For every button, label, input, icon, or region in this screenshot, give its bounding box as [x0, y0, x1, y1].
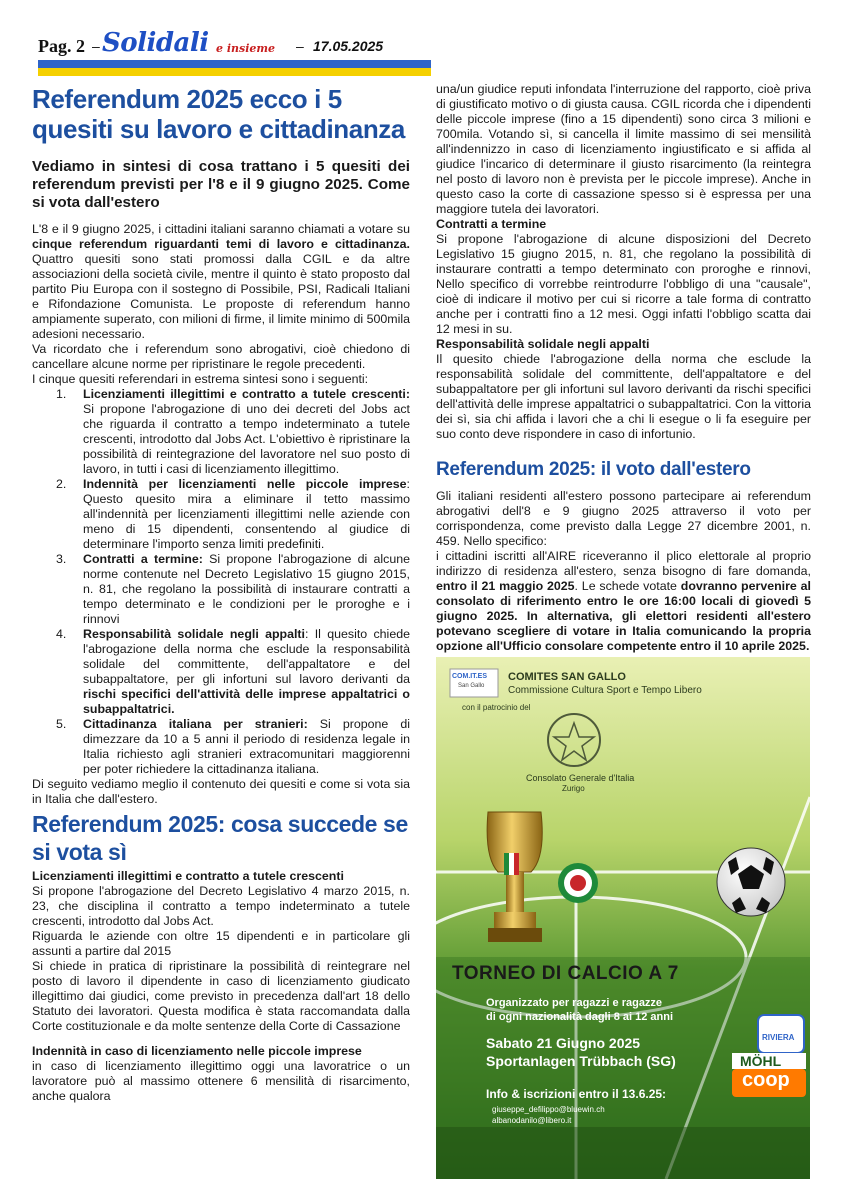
poster-text-layer — [436, 657, 810, 1179]
poster-email-2: albanodanilo@libero.it — [492, 1116, 572, 1125]
item-text: Si propone di dimezzare da 10 a 5 anni il periodo di residenza legale in Italia richiesto agli stranieri extracomunitari maggiorenni per poter richiedere la cittadinanza italiana. — [83, 717, 410, 776]
item-title: Licenziamenti illegittimi e contratto a tutele crescenti: — [83, 387, 410, 401]
poster-desc-2: di ogni nazionalità dagli 8 ai 12 anni — [486, 1011, 674, 1023]
list-item — [32, 627, 410, 717]
header-band-yellow — [38, 68, 431, 76]
intro-text-2: Quattro quesiti sono stati promossi dalla CGIL e da altre associazioni della società civile, mentre il quinto è stato proposto dal partito Piu Europa con il sostegno di Possibile, PSI, Radicali Italiani e Rifondazione Comunista. Le proposte di referendum hanno ampiamente superato, con milioni di firme, il limite minimo di 500mila adesioni necessario. — [32, 252, 410, 341]
article-paragraph — [436, 549, 811, 654]
section-title: Referendum 2025: il voto dall'estero — [436, 459, 751, 480]
item-title: Cittadinanza italiana per stranieri: — [83, 717, 308, 731]
poster-patronage: con il patrocinio del — [462, 703, 531, 712]
article-paragraph: Riguarda le aziende con oltre 15 dipendenti e in particolare gli assunti a partire dal 2015 — [32, 929, 410, 958]
page-header — [38, 28, 818, 58]
item-text: Si propone l'abrogazione di alcune norme contenute nel Decreto Legislativo 15 giugno 2015, n. 81, che regolano la possibilità di instaurare contratti a tempo determinato e le condizioni per le proroghe e i rinnovi — [83, 552, 411, 626]
vote-text: i cittadini iscritti all'AIRE riceveranno il plico elettorale al proprio indirizzo di residenza all'estero, senza bisogno di fare domanda, — [436, 549, 811, 578]
vote-text-2: . Le schede votate — [574, 579, 681, 593]
article-paragraph: Si propone l'abrogazione di alcune disposizioni del Decreto Legislativo 15 giugno 2015, n. 81, che regolano la possibilità di instaurare contratti a tempo determinato con proroghe e rinnovi, Nello specifico di vorrebbe reintrodurre l'obbligo di una "causale", cioè di indicare il motivo per cui si ricorre a tale forma di contratto anche per i contratti fino a 12 mesi. Oggi infatti l'obbligo scatta dai 12 mesi in su. — [436, 232, 811, 336]
header-dash: – — [92, 38, 100, 54]
poster-desc-1: Organizzato per ragazzi e ragazze — [486, 997, 663, 1009]
poster-city: Zurigo — [562, 784, 585, 793]
article-paragraph: I cinque quesiti referendari in estrema sintesi sono i seguenti: — [32, 372, 369, 386]
item-bold-tail: rischi specifici dell'attività delle imprese appaltatrici o subappaltatrici. — [83, 687, 410, 716]
poster-title: TORNEO DI CALCIO A 7 — [452, 963, 679, 984]
list-item — [32, 477, 410, 552]
sponsor-coop: coop — [742, 1069, 790, 1091]
sponsor-riviera: RIVIERA — [762, 1033, 795, 1042]
subsection-title: Contratti a termine — [436, 217, 547, 231]
item-text: Si propone l'abrogazione di uno dei decreti del Jobs act che riguarda il contratto a tempo indeterminato a tutele crescenti, introdotto dal Jobs Act. L'obiettivo è ripristinare la possibilità di reintegrazione del lavoratore nel suo posto di lavoro, in tutti i casi di licenziamento illegittimo. — [83, 402, 410, 476]
vote-bold: dovranno pervenire al consolato di riferimento entro le ore 16:00 locali di giovedì 5 giugno 2025. In alternativa, gli elettori residenti all'estero potevano scegliere di votare in Italia comunicando la propria opzione all'Ufficio consolare competente entro il 10 aprile 2025. — [436, 579, 811, 653]
subsection-title: Responsabilità solidale negli appalti — [436, 337, 650, 351]
item-number: 5. — [56, 717, 67, 731]
poster-email-1: giuseppe_defilippo@bluewin.ch — [492, 1105, 605, 1114]
newspaper-logo: Solidali — [102, 28, 209, 58]
list-item — [32, 552, 410, 627]
tournament-poster — [436, 657, 810, 1179]
item-number: 4. — [56, 627, 67, 641]
vote-deadline: entro il 21 maggio 2025 — [436, 579, 575, 593]
poster-commission: Commissione Cultura Sport e Tempo Libero — [508, 685, 702, 696]
comites-logo-sub: San Gallo — [458, 683, 485, 689]
poster-info: Info & iscrizioni entro il 13.6.25: — [486, 1087, 667, 1101]
subsection-title: Licenziamenti illegittimi e contratto a tutele crescenti — [32, 869, 344, 883]
item-title: Responsabilità solidale negli appalti — [83, 627, 305, 641]
comites-logo-text: COM.IT.ES — [452, 673, 488, 680]
article-title: Referendum 2025 ecco i 5 quesiti su lavoro e cittadinanza — [32, 84, 405, 144]
header-band-blue — [38, 60, 431, 68]
subsection-title: Indennità in caso di licenziamento nelle piccole imprese — [32, 1044, 362, 1058]
item-text: : Questo quesito mira a eliminare il tetto massimo all'indennità per licenziamenti illegittimi nelle aziende con meno di 15 dipendenti, consentendo al giudice di determinare l'importo senza limiti predefiniti. — [83, 477, 410, 551]
list-item — [32, 387, 410, 477]
item-number: 2. — [56, 477, 67, 491]
article-lead: Vediamo in sintesi di cosa trattano i 5 quesiti dei referendum previsti per l'8 e il 9 giugno 2025. Come si vota dall'estero — [32, 158, 410, 211]
list-item — [32, 717, 410, 777]
sponsor-mohl: MÖHL — [740, 1053, 782, 1069]
poster-consulate: Consolato Generale d'Italia — [526, 773, 635, 783]
item-title: Indennità per licenziamenti nelle piccole imprese — [83, 477, 407, 491]
poster-place: Sportanlagen Trübbach (SG) — [486, 1053, 676, 1069]
item-title: Contratti a termine: — [83, 552, 203, 566]
item-text: : Il quesito chiede l'abrogazione della norma che esclude la responsabilità solidale del committente, dell'appaltatore e del subappaltatore, per gli infortuni sul lavoro derivanti da — [83, 627, 410, 686]
article-paragraph: Gli italiani residenti all'estero possono partecipare ai referendum abrogativi dell'8 e 9 giugno 2025 attraverso il voto per corrispondenza, come previsto dalla Legge 27 dicembre 2001, n. 459. Nello specifico: — [436, 489, 811, 548]
article-paragraph: una/un giudice reputi infondata l'interruzione del rapporto, cioè priva di giustificato motivo o di giusta causa. CGIL ricorda che i dipendenti delle piccole imprese (fino a 15 dipendenti) sono circa 3 milioni e 700mila. Votando sì, si cancella il limite massimo di sei mensilità all'indennizzo in caso di licenziamento ingiustificato e si affida al giudice l'incarico di determinare il giusto risarcimento (la reintegra nel posto di lavoro non è prevista per le piccole imprese). Anche in questo caso la corte di cassazione spesso si è espressa per una maggiore tutela dei lavoratori. — [436, 82, 811, 216]
poster-date: Sabato 21 Giugno 2025 — [486, 1035, 641, 1051]
item-number: 1. — [56, 387, 67, 401]
poster-org: COMITES SAN GALLO — [508, 671, 626, 683]
left-column — [32, 84, 410, 1104]
section-title: Referendum 2025: cosa succede se si vota sì — [32, 811, 408, 865]
article-paragraph: Di seguito vediamo meglio il contenuto dei quesiti e come si vota sia in Italia che dall'estero. — [32, 777, 410, 806]
intro-text: L'8 e il 9 giugno 2025, i cittadini italiani saranno chiamati a votare su — [32, 222, 410, 236]
article-paragraph: in caso di licenziamento illegittimo oggi una lavoratrice o un lavoratore può al massimo ottenere 6 mensilità di risarcimento, anche qualora — [32, 1059, 410, 1103]
article-paragraph: Va ricordato che i referendum sono abrogativi, cioè chiedono di cancellare alcune norme per ripristinare le regole precedenti. — [32, 342, 410, 371]
article-paragraph: Il quesito chiede l'abrogazione della norma che esclude la responsabilità solidale del committente, dell'appaltatore e del subappaltatore per gli infortuni sul lavoro derivanti da rischi specifici dell'attività delle imprese appaltatrici o subappaltatrici. Con la vittoria dei sì, sia chi affida i lavori che a chi li esegue o li fa eseguire per suo conto deve rispondere in caso di infortunio. — [436, 352, 811, 441]
article-paragraph: Si chiede in pratica di ripristinare la possibilità di reintegrare nel posto di lavoro il dipendente in caso di licenziamento giudicato illegittimo dai giudici, come previsto in precedenza dall'art 18 dello Statuto dei lavoratori. Questa modifica è stata raccomandata dalla Corte costituzionale e da molte sentenze della Corte di Cassazione — [32, 959, 410, 1033]
quesiti-list — [32, 387, 410, 777]
page-number: Pag. 2 — [38, 36, 85, 56]
article-paragraph: Si propone l'abrogazione del Decreto Legislativo 4 marzo 2015, n. 23, che disciplina il contratto a tempo indeterminato a tutele crescenti, introdotto dal Jobs Act. — [32, 884, 410, 928]
newspaper-logo-sub: e insieme — [216, 42, 276, 55]
item-number: 3. — [56, 552, 67, 566]
article-intro — [32, 222, 410, 342]
issue-date: 17.05.2025 — [313, 38, 384, 54]
right-column — [436, 82, 811, 654]
intro-bold: cinque referendum riguardanti temi di lavoro e cittadinanza. — [32, 237, 410, 251]
header-dash-2: – — [296, 38, 304, 54]
